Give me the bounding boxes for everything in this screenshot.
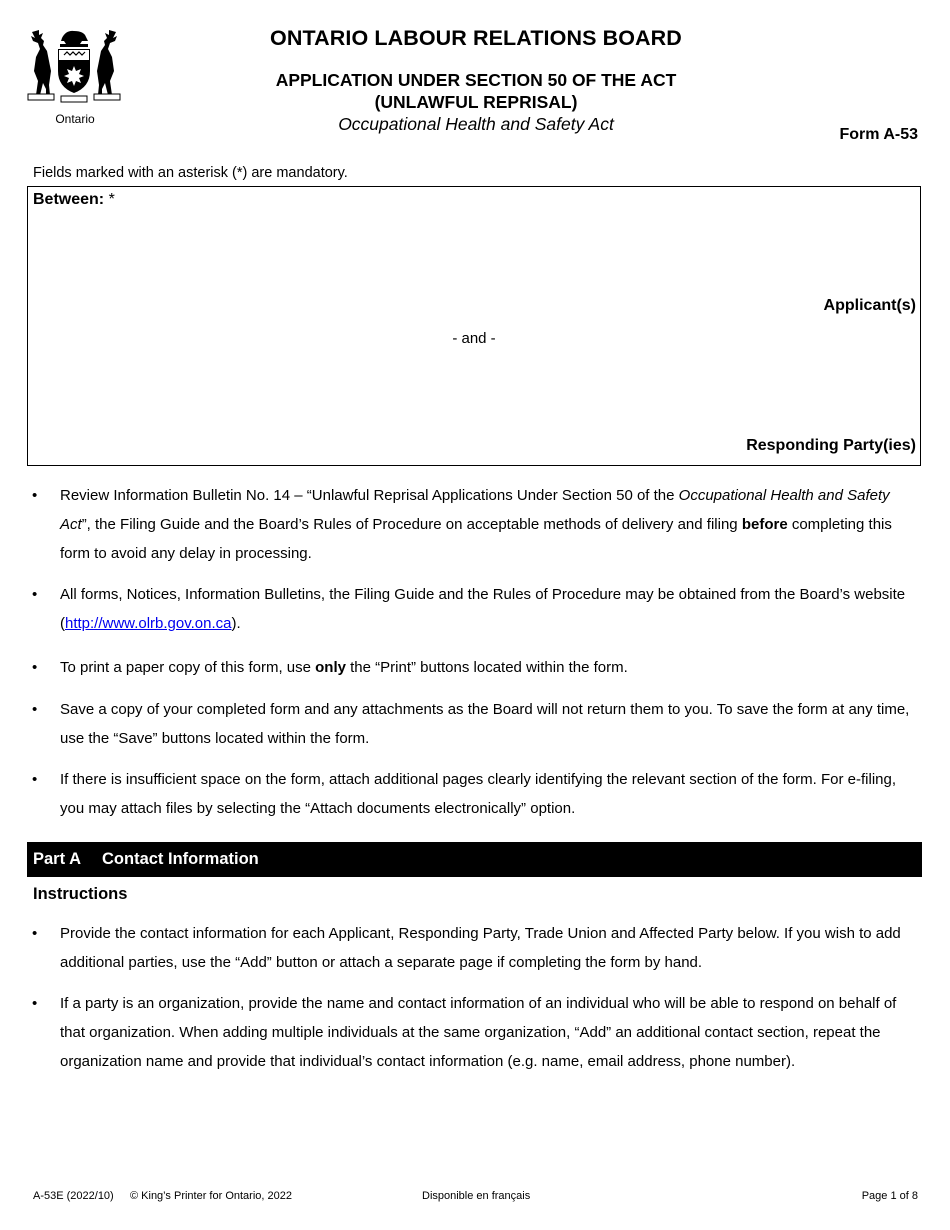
emphasis-before: before <box>741 516 788 533</box>
bullet-glyph: • <box>32 586 38 603</box>
bullet-glyph: • <box>32 487 38 504</box>
bullet-glyph: • <box>32 925 38 942</box>
between-parties-box <box>27 186 921 466</box>
footer-french-available: Disponible en français <box>422 1190 531 1202</box>
responding-parties-label: Responding Party(ies) <box>746 437 916 454</box>
footer-page-number: Page 1 of 8 <box>861 1190 918 1202</box>
footer-form-code: A-53E (2022/10) <box>33 1190 114 1202</box>
between-label <box>33 191 115 209</box>
bullet-print: • To print a paper copy of this form, use only the “Print” buttons located within the form. <box>60 653 918 682</box>
footer-copyright: © King’s Printer for Ontario, 2022 <box>130 1190 292 1202</box>
emphasis-only: only <box>315 659 346 676</box>
part-a-header-bar <box>27 842 922 877</box>
bullet-glyph: • <box>32 659 38 676</box>
bullet-website: • All forms, Notices, Information Bulletins, the Filing Guide and the Rules of Procedure may be obtained from the Board’s website (http://www.olrb.gov.on.ca). <box>60 580 918 638</box>
part-a-title: Contact Information <box>102 850 259 868</box>
bullet-review-bulletin: • Review Information Bulletin No. 14 – “Unlawful Reprisal Applications Under Section 50 of the Occupational Health and Safety Act”, the Filing Guide and the Board’s Rules of Procedure on acceptable methods of delivery and filing before completing this form to avoid any delay in processing. <box>60 481 918 568</box>
bullet-organization-party: • If a party is an organization, provide the name and contact information of an individual who will be able to respond on behalf of that organization. When adding multiple individuals at the same organization, “Add” an additional contact section, repeat the organization name and provide that individual’s contact information (e.g. name, email address, phone number). <box>60 989 918 1076</box>
ontario-coat-of-arms-logo <box>26 28 126 128</box>
required-asterisk: * <box>108 191 115 208</box>
bullet-glyph: • <box>32 995 38 1012</box>
coat-of-arms-icon <box>26 28 122 104</box>
bullet-save: • Save a copy of your completed form and any attachments as the Board will not return them to you. To save the form at any time, use the “Save” buttons located within the form. <box>60 695 918 753</box>
board-title: ONTARIO LABOUR RELATIONS BOARD <box>270 26 682 50</box>
form-number: Form A-53 <box>839 126 918 143</box>
title-block <box>170 26 782 135</box>
bullet-provide-contact-info: • Provide the contact information for each Applicant, Responding Party, Trade Union and Affected Party below. If you wish to add additional parties, use the “Add” button or attach a separate page if completing the form by hand. <box>60 919 918 977</box>
act-name-italic: Occupational Health and Safety Act <box>60 487 890 533</box>
ontario-wordmark: Ontario <box>55 112 95 126</box>
bullet-insufficient-space: • If there is insufficient space on the form, attach additional pages clearly identifying the relevant section of the form. For e-filing, you may attach files by selecting the “Attach documents electronically” option. <box>60 765 918 823</box>
bullet-glyph: • <box>32 771 38 788</box>
applicants-label: Applicant(s) <box>823 297 916 314</box>
bullet-glyph: • <box>32 701 38 718</box>
act-name: Occupational Health and Safety Act <box>338 114 614 134</box>
instructions-heading: Instructions <box>33 885 128 903</box>
part-a-label: Part A <box>33 850 81 868</box>
olrb-website-link[interactable]: http://www.olrb.gov.on.ca <box>65 615 232 632</box>
mandatory-fields-note: Fields marked with an asterisk (*) are mandatory. <box>33 165 348 181</box>
and-separator: - and - <box>452 330 496 347</box>
application-title-line2: (UNLAWFUL REPRISAL) <box>374 92 578 112</box>
between-label-text: Between: <box>33 191 105 208</box>
application-title-line1: APPLICATION UNDER SECTION 50 OF THE ACT <box>275 70 677 90</box>
